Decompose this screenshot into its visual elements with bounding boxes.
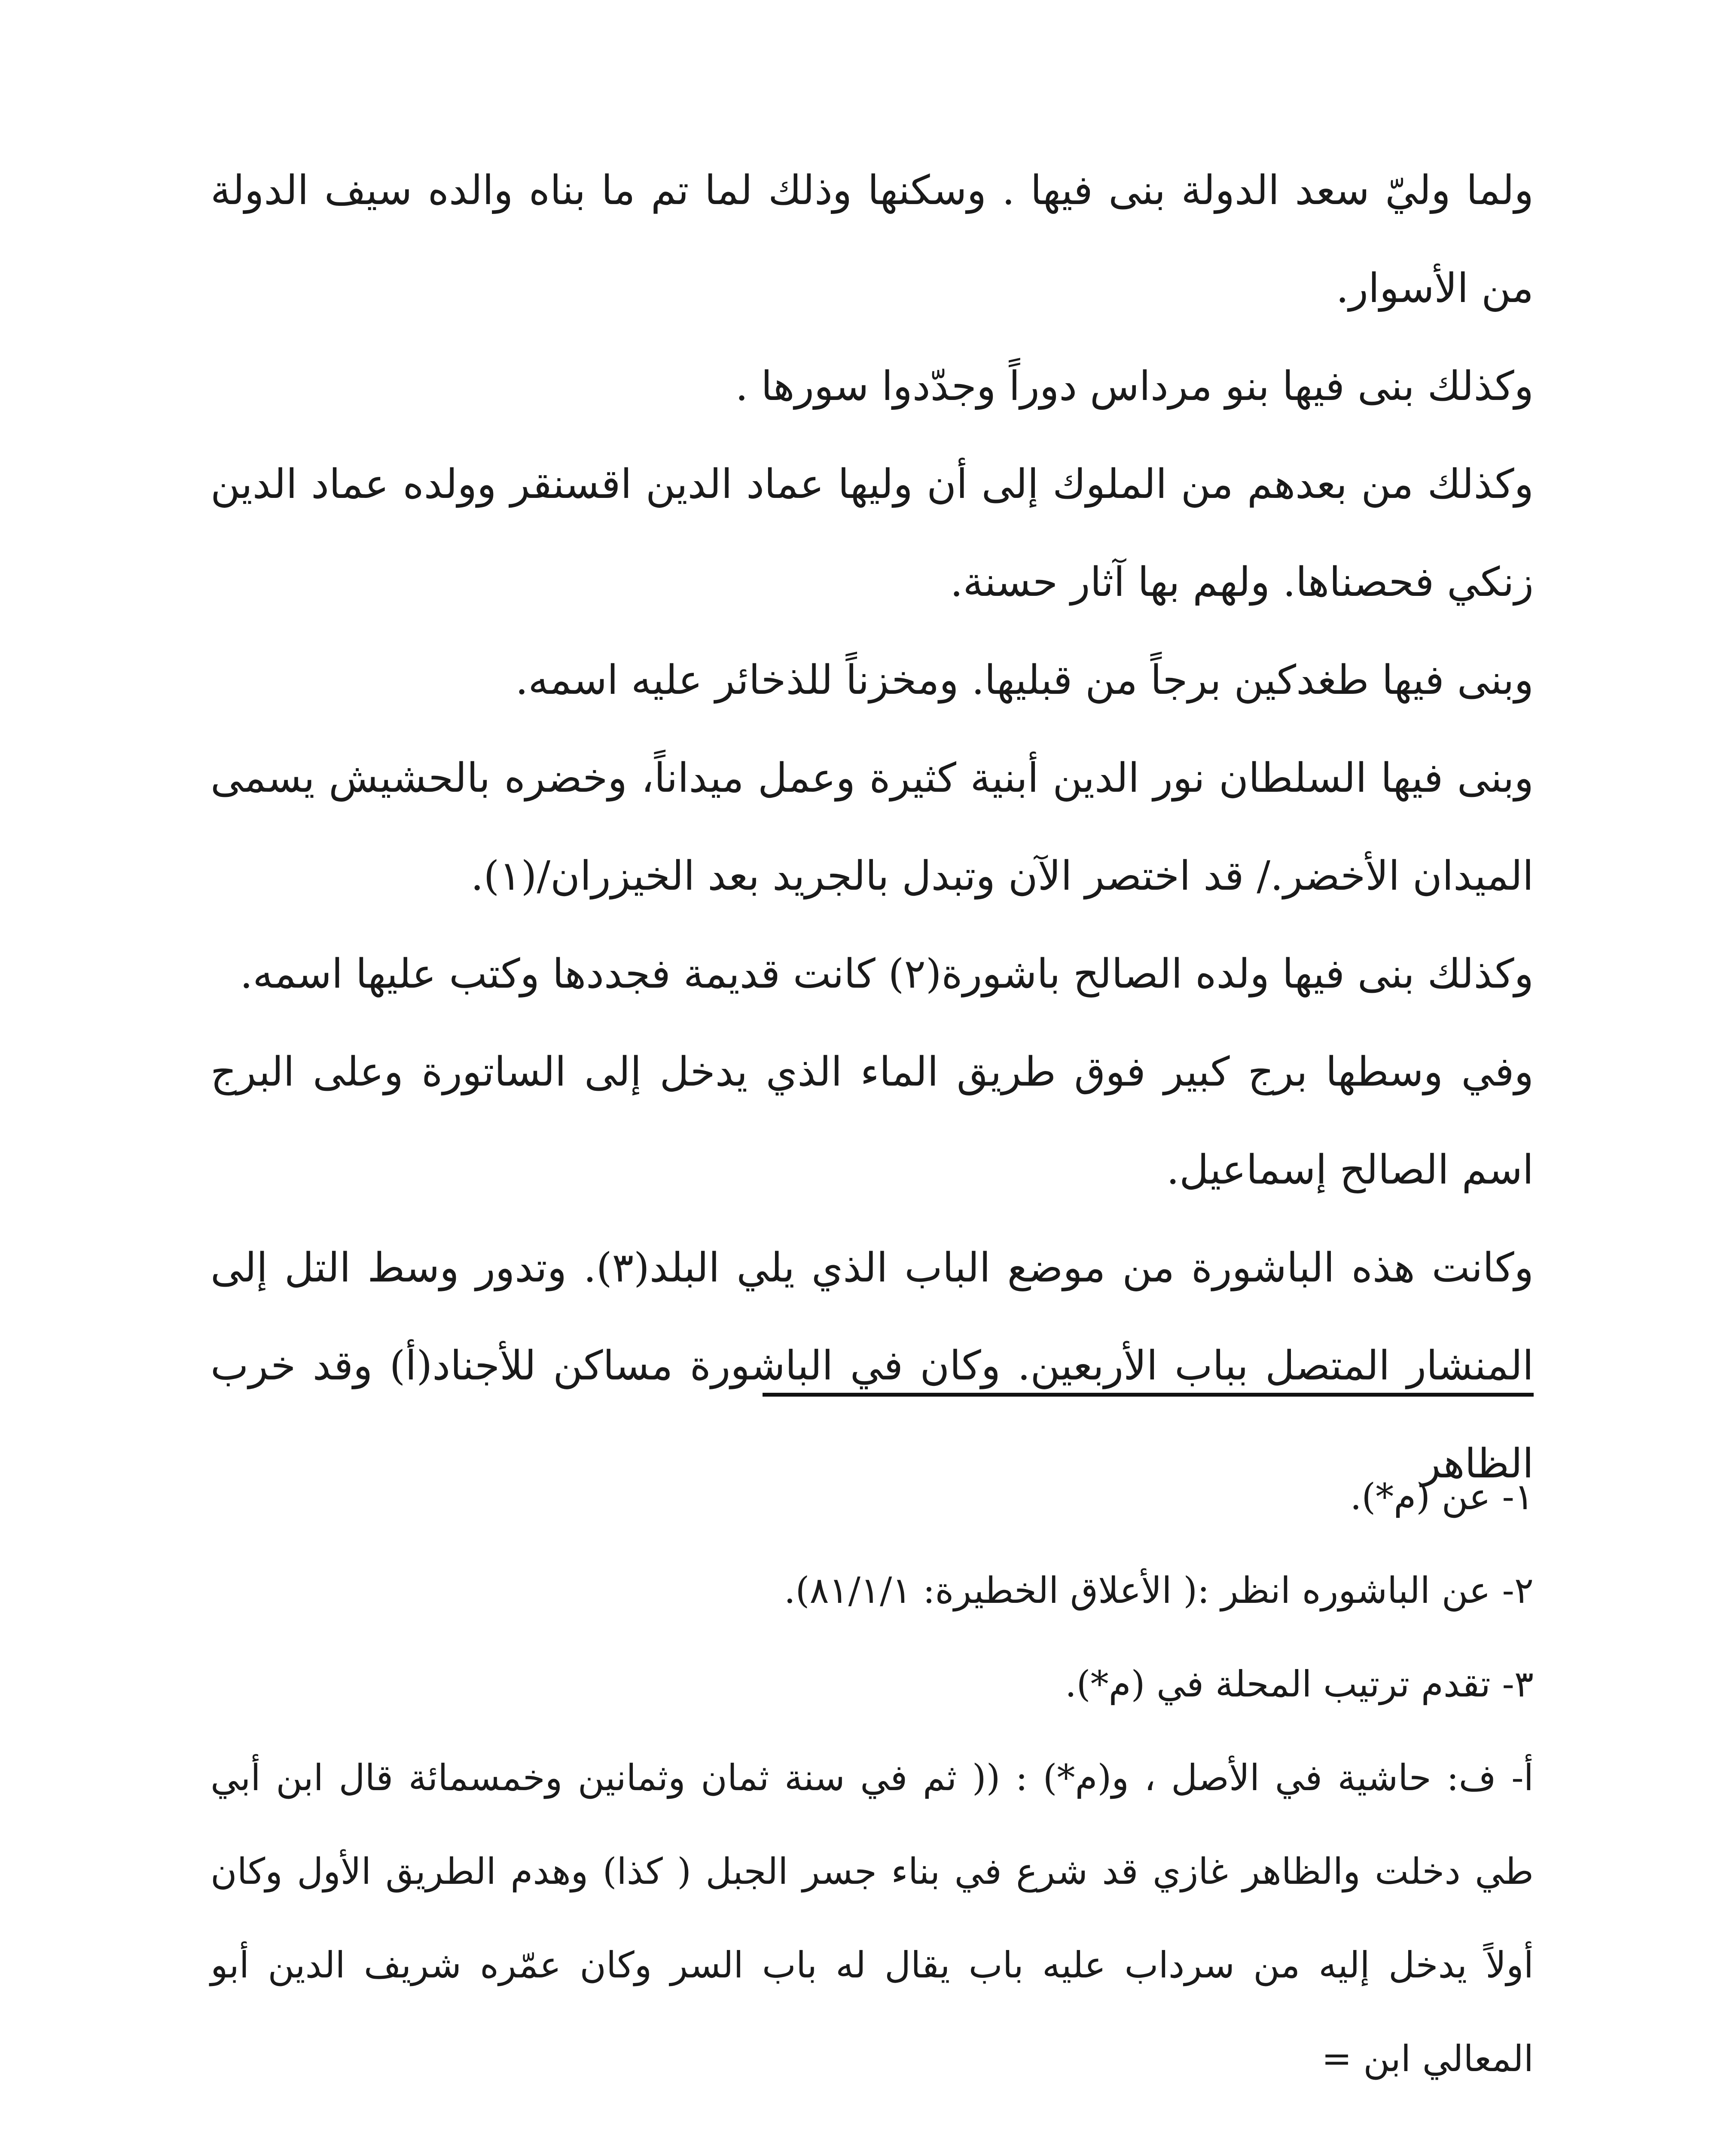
footnote-separator <box>763 1393 1534 1397</box>
paragraph-2: وكذلك بنى فيها بنو مرداس دوراً وجدّدوا سورها . <box>735 363 1534 410</box>
footnotes <box>211 1450 1534 2105</box>
footnote-a: أ- ف: حاشية في الأصل ، و(م*) : (( ثم في سنة ثمان وثمانين وخمسمائة قال ابن أبي طي دخلت والظاهر غازي قد شرع في بناء جسر الجبل ( كذا) وهدم الطريق الأول وكان أولاً يدخل إليه من سرداب عليه باب يقال له باب السر وكان عمّره شريف الدين أبو المعالي ابن = <box>211 1757 1534 2080</box>
footnote-1: ١- عن (م*). <box>1350 1476 1534 1518</box>
paragraph-3: وكذلك من بعدهم من الملوك إلى أن وليها عماد الدين اقسنقر وولده عماد الدين زنكي فحصناها. ولهم بها آثار حسنة. <box>211 461 1534 606</box>
footnote-2: ٢- عن الباشوره انظر :( الأعلاق الخطيرة: ٨١/١/١). <box>784 1569 1534 1611</box>
paragraph-8: وكانت هذه الباشورة من موضع الباب الذي يلي البلد(٣). وتدور وسط التل إلى المنشار المتصل بباب الأربعين. وكان في الباشورة مساكن للأجناد(أ) وقد خرب الظاهر <box>211 1245 1534 1487</box>
paragraph-6: وكذلك بنى فيها ولده الصالح باشورة(٢) كانت قديمة فجددها وكتب عليها اسمه. <box>240 951 1534 998</box>
paragraph-1: ولما وليّ سعد الدولة بنى فيها . وسكنها وذلك لما تم ما بناه والده سيف الدولة من الأسوار. <box>211 167 1534 312</box>
main-text <box>211 142 1534 1513</box>
paragraph-5: وبنى فيها السلطان نور الدين أبنية كثيرة وعمل ميداناً، وخضره بالحشيش يسمى الميدان الأخضر./ قد اختصر الآن وتبدل بالجريد بعد الخيزران/(١). <box>211 755 1534 900</box>
footnote-3: ٣- تقدم ترتيب المحلة في (م*). <box>1065 1663 1534 1705</box>
paragraph-7: وفي وسطها برج كبير فوق طريق الماء الذي يدخل إلى الساتورة وعلى البرج اسم الصالح إسماعيل. <box>211 1049 1534 1193</box>
paragraph-4: وبنى فيها طغدكين برجاً من قبليها. ومخزناً للذخائر عليه اسمه. <box>515 657 1534 704</box>
